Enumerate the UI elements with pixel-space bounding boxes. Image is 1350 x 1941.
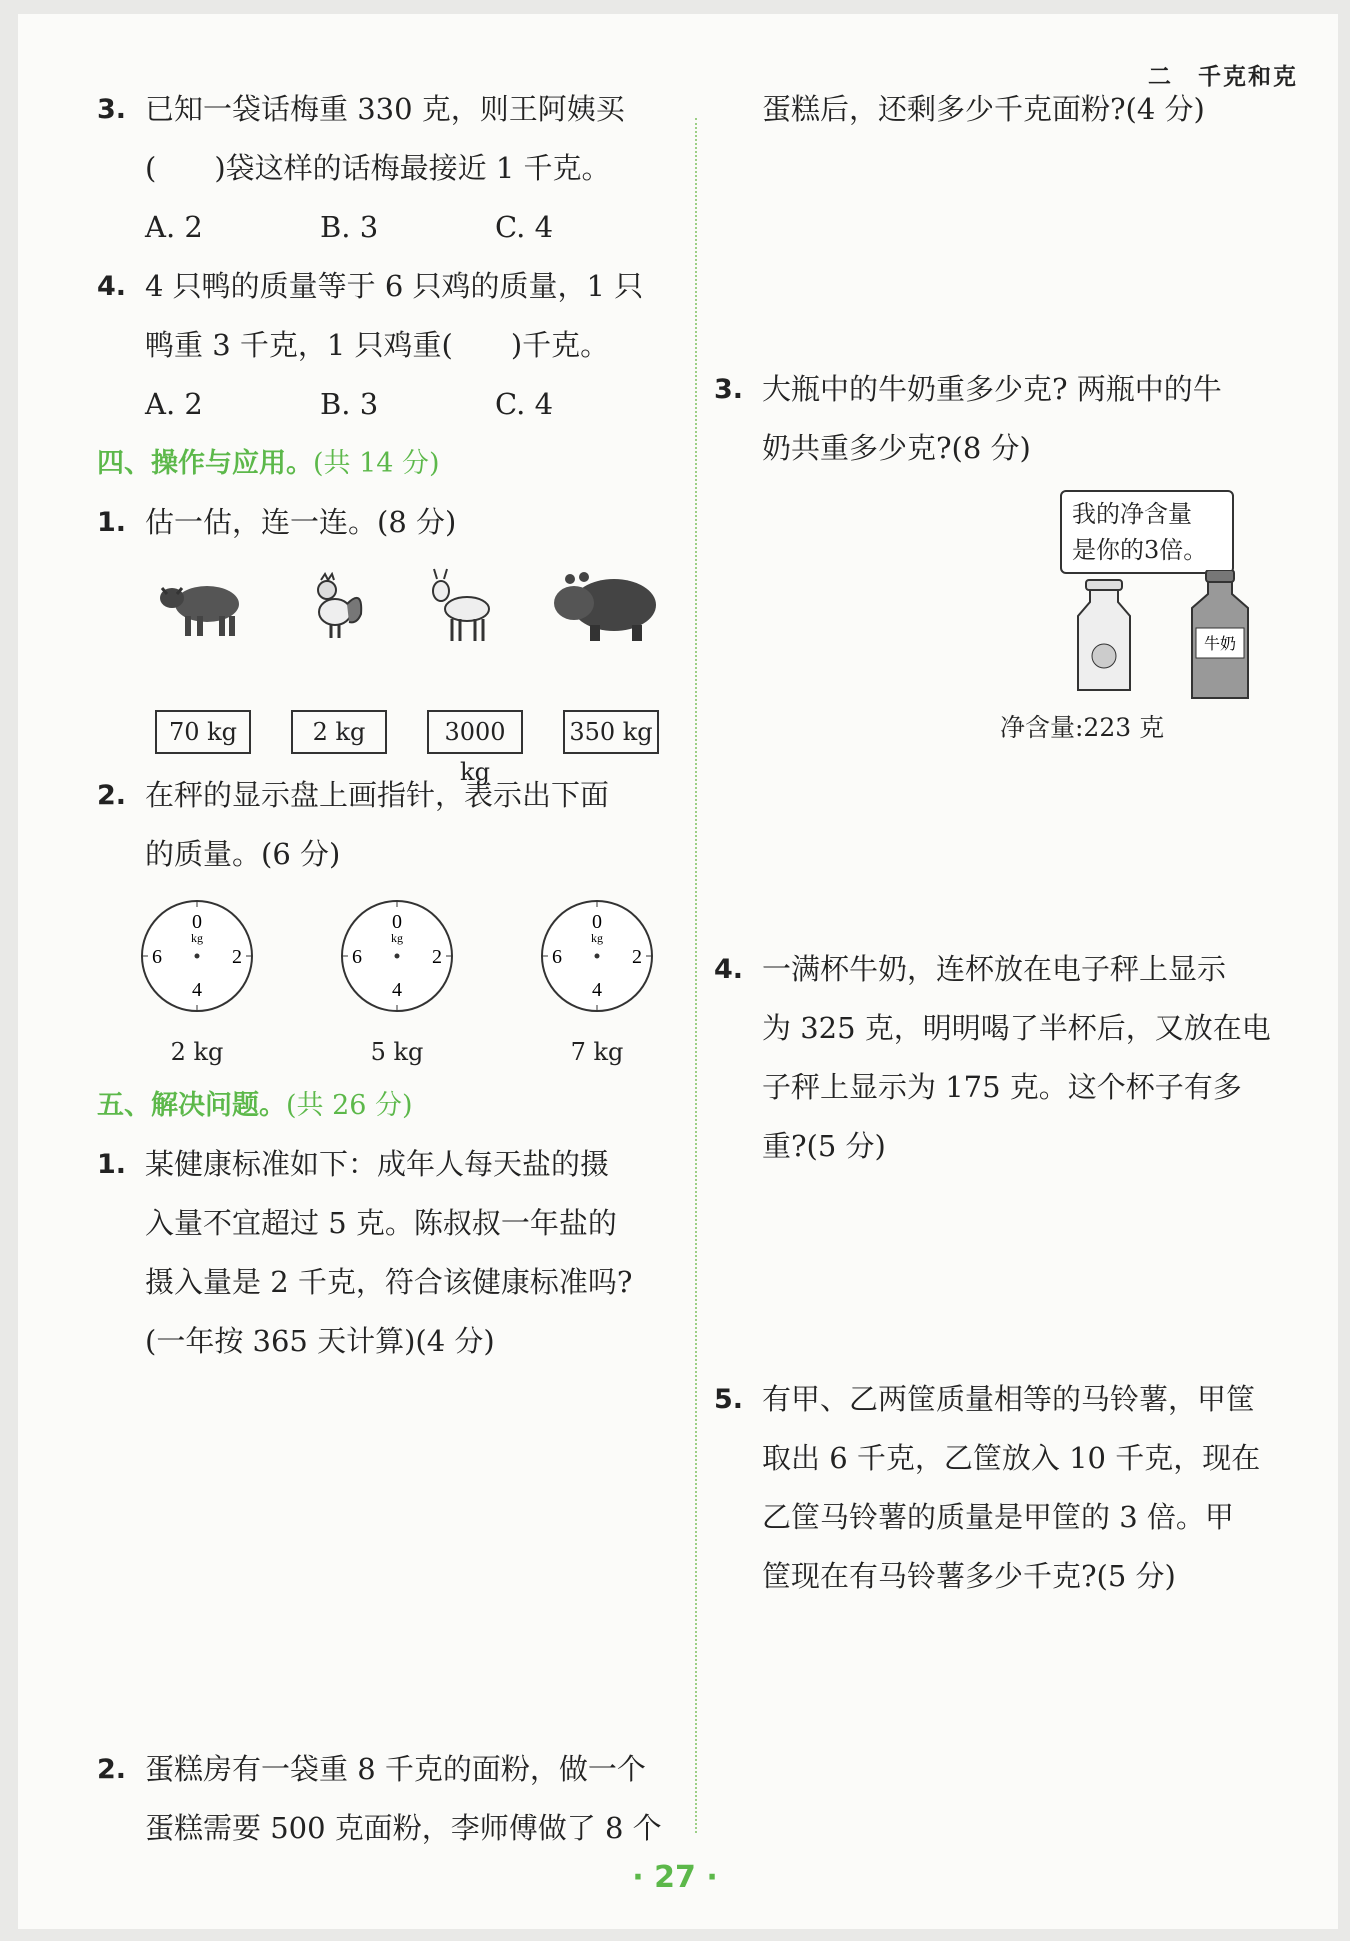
right-column [714,80,1304,139]
right-q5 [714,1370,1304,1606]
option-a[interactable]: A. 2 [145,387,203,421]
dial-label: 7 kg [570,1038,624,1066]
milk-bottles-icon [1060,570,1300,710]
bubble-text: 我的净含量 [1072,500,1192,528]
dial-unit: kg [591,931,603,945]
options [97,375,682,434]
right-q3 [714,360,1304,478]
question-text: 某健康标准如下：成年人每天盐的摄 [145,1147,610,1181]
question-number: 1. [97,1149,127,1180]
dial-label: 2 kg [170,1038,224,1066]
question-3 [97,80,682,198]
rooster-icon [307,572,367,647]
question-5 [714,1370,1304,1606]
dial-label: 5 kg [370,1038,424,1066]
section-points: (共 14 分) [313,448,440,479]
animal-images [97,552,682,672]
dial-mark: 4 [592,979,602,1001]
chapter-header: 二 千克和克 [1148,64,1298,90]
question-text: 奶共重多少克?(8 分) [762,431,1031,465]
question-number: 4. [97,271,127,302]
goat-icon [427,567,497,647]
question-4 [97,257,682,375]
dial-face-icon[interactable] [339,898,455,1014]
option-b[interactable]: B. 3 [320,210,379,244]
dial-unit: kg [391,931,403,945]
question-number: 3. [97,94,127,125]
dial-mark: 6 [552,946,562,968]
question-number: 4. [714,954,744,985]
weight-box[interactable]: 350 kg [563,710,659,754]
dial-mark: 2 [432,946,442,968]
net-content-label: 净含量:223 克 [1000,713,1165,742]
dial-mark: 4 [192,979,202,1001]
options [97,198,682,257]
dial-unit: kg [191,931,203,945]
left-column-bottom [97,1740,682,1858]
weight-options [97,710,682,786]
speech-bubble [1060,490,1234,574]
question-text: 筐现在有马铃薯多少千克?(5 分) [762,1559,1176,1593]
weight-box[interactable]: 3000 kg [427,710,523,754]
question-text: ( )袋这样的话梅最接近 1 千克。 [145,151,611,185]
weight-box[interactable]: 70 kg [155,710,251,754]
section-title: 五、解决问题。 [97,1090,286,1121]
question-text: 4 只鸭的质量等于 6 只鸡的质量，1 只 [145,269,644,303]
section-4-title [97,434,682,493]
s4-question-2 [97,766,682,884]
question-text: 乙筐马铃薯的质量是甲筐的 3 倍。甲 [762,1500,1234,1534]
s5-question-2 [97,1740,682,1858]
dial-mark: 6 [152,946,162,968]
question-text: 已知一袋话梅重 330 克，则王阿姨买 [145,92,625,126]
question-number: 5. [714,1384,744,1415]
question-text: 鸭重 3 千克，1 只鸡重( )千克。 [145,328,610,362]
question-text-continued: 蛋糕后，还剩多少千克面粉?(4 分) [762,92,1205,126]
question-number: 2. [97,1754,127,1785]
dial-mark: 0 [592,911,602,933]
question-text: 蛋糕房有一袋重 8 千克的面粉，做一个 [145,1752,646,1786]
dial-face-icon[interactable] [139,898,255,1014]
question-text: 估一估，连一连。(8 分) [145,505,457,539]
dial-mark: 2 [632,946,642,968]
section-points: (共 26 分) [286,1090,413,1121]
question-text: 一满杯牛奶，连杯放在电子秤上显示 [762,952,1227,986]
column-divider [695,118,697,1833]
dial-mark: 4 [392,979,402,1001]
cow-icon [157,572,247,642]
dial-face-icon[interactable] [539,898,655,1014]
question-text: 大瓶中的牛奶重多少克? 两瓶中的牛 [762,372,1222,406]
hippo-icon [552,567,662,647]
question-number: 3. [714,374,744,405]
dial-mark: 0 [392,911,402,933]
question-text: (一年按 365 天计算)(4 分) [145,1324,495,1358]
question-text: 有甲、乙两筐质量相等的马铃薯，甲筐 [762,1382,1256,1416]
question-text: 入量不宜超过 5 克。陈叔叔一年盐的 [145,1206,617,1240]
option-c[interactable]: C. 4 [495,210,554,244]
weight-box[interactable]: 2 kg [291,710,387,754]
scale-dials [97,898,682,1070]
question-text: 为 325 克，明明喝了半杯后，又放在电 [762,1011,1271,1045]
option-a[interactable]: A. 2 [145,210,203,244]
question-3 [714,360,1304,478]
question-text: 取出 6 千克，乙筐放入 10 千克，现在 [762,1441,1261,1475]
question-text: 子秤上显示为 175 克。这个杯子有多 [762,1070,1242,1104]
question-text: 蛋糕需要 500 克面粉，李师傅做了 8 个 [145,1811,662,1845]
option-c[interactable]: C. 4 [495,387,554,421]
page-number: · 27 · [632,1860,718,1895]
question-text: 重?(5 分) [762,1129,886,1163]
s4-question-1 [97,493,682,552]
question-number: 2. [97,780,127,811]
section-title: 四、操作与应用。 [97,448,313,479]
scale-dial [139,898,255,1070]
section-5-title [97,1076,682,1135]
question-number: 1. [97,507,127,538]
dial-mark: 2 [232,946,242,968]
option-b[interactable]: B. 3 [320,387,379,421]
left-column [97,80,682,1371]
scale-dial [339,898,455,1070]
scale-dial [539,898,655,1070]
question-4 [714,940,1304,1176]
dial-mark: 0 [192,911,202,933]
milk-label: 牛奶 [1203,634,1237,653]
question-text: 的质量。(6 分) [145,837,341,871]
question-text: 在秤的显示盘上画指针，表示出下面 [145,778,610,812]
question-text: 摄入量是 2 千克，符合该健康标准吗? [145,1265,633,1299]
s5-question-1 [97,1135,682,1371]
bubble-text: 是你的3倍。 [1072,536,1208,564]
dial-mark: 6 [352,946,362,968]
right-q4 [714,940,1304,1176]
